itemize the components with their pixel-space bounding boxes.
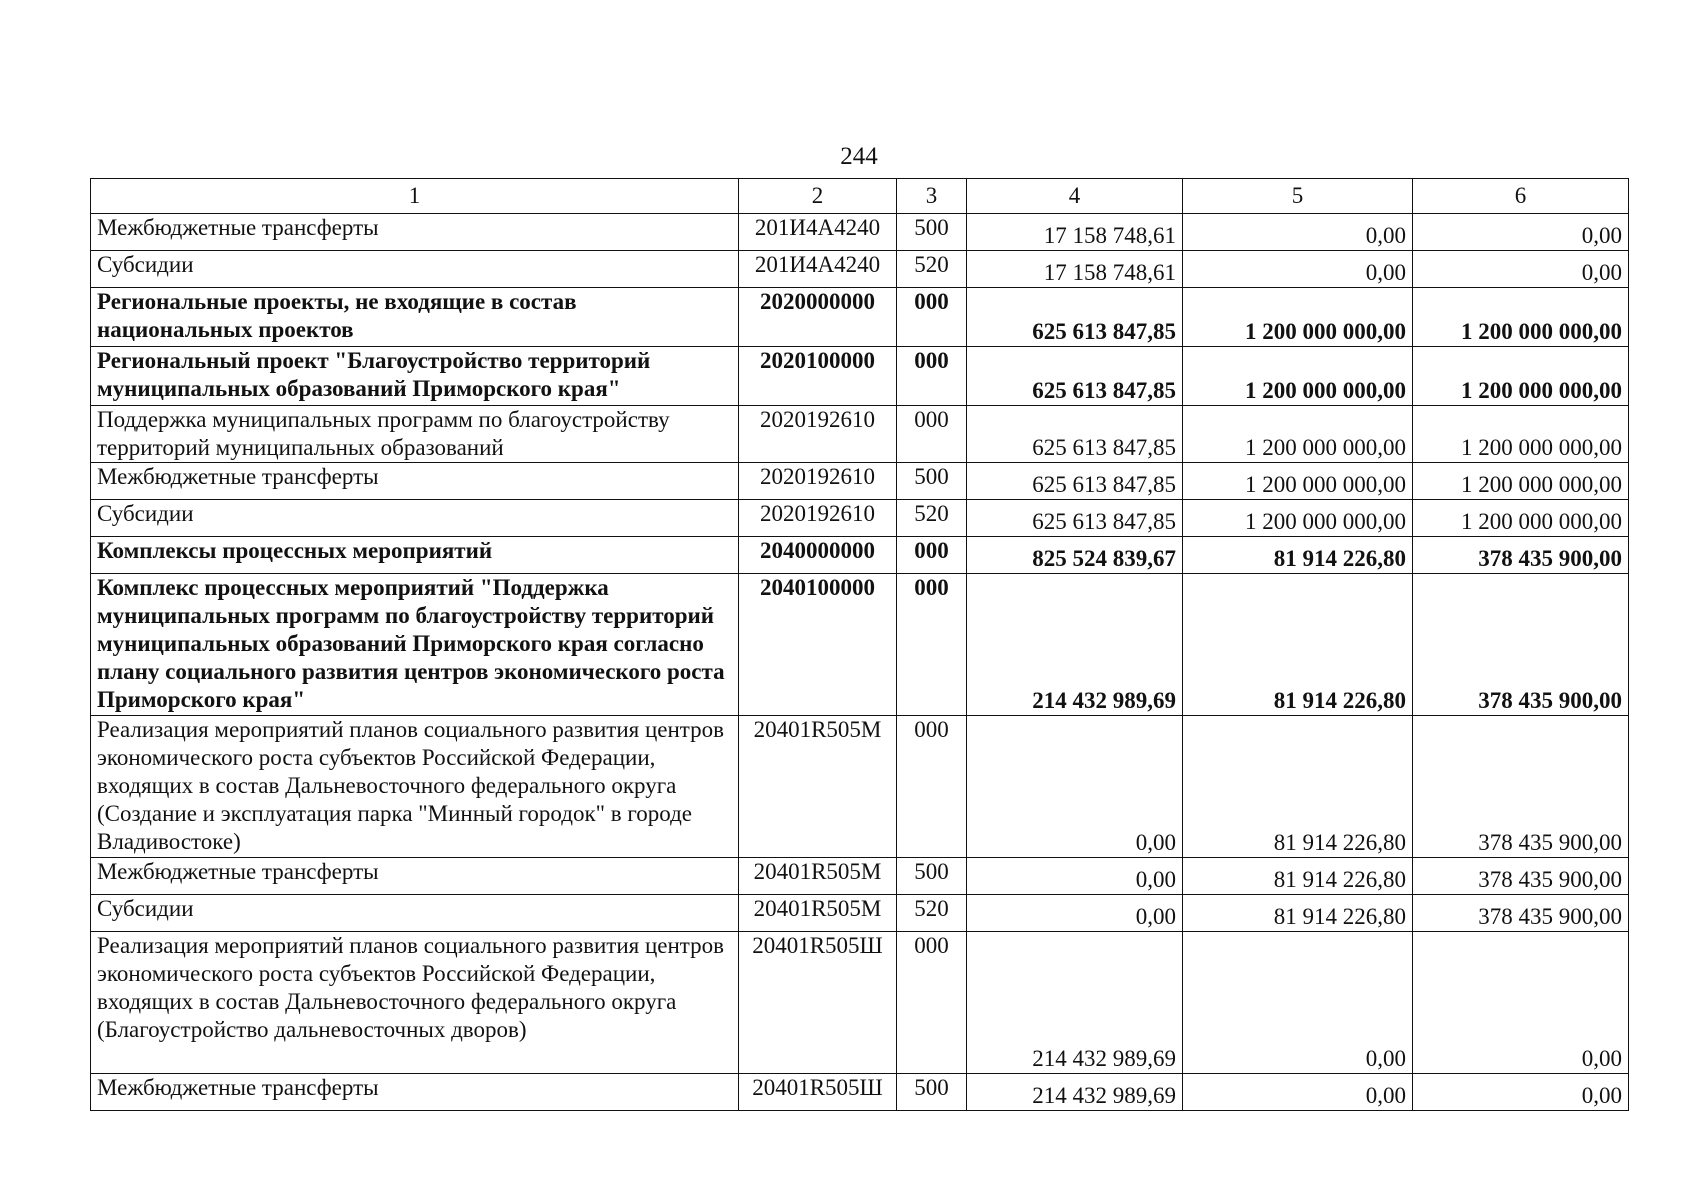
row-value-col4: 17 158 748,61 [967,251,1183,288]
row-value-col5: 1 200 000 000,00 [1183,288,1413,347]
row-name-cell: Межбюджетные трансферты [91,858,739,895]
row-name-cell: Реализация мероприятий планов социального развития центров экономического роста субъектов Российской Федерации, входящих в состав Дальневосточного федерального округа (Благоустройство дальневосточных дворов) [91,932,739,1074]
row-kind-cell: 500 [897,858,967,895]
row-value-col5: 1 200 000 000,00 [1183,463,1413,500]
row-value-col6: 378 435 900,00 [1413,537,1629,574]
row-code-cell: 201И4А4240 [739,251,897,288]
row-code-cell: 2020192610 [739,406,897,463]
row-value-col5: 0,00 [1183,214,1413,251]
row-name-cell: Межбюджетные трансферты [91,463,739,500]
row-value-col6: 0,00 [1413,1074,1629,1111]
row-value-col6: 1 200 000 000,00 [1413,463,1629,500]
table-row [91,932,1629,1074]
row-code-cell: 20401R505М [739,858,897,895]
row-value-col5: 81 914 226,80 [1183,537,1413,574]
row-value-col4: 625 613 847,85 [967,406,1183,463]
row-code-cell: 2020192610 [739,500,897,537]
row-value-col4: 825 524 839,67 [967,537,1183,574]
row-value-col5: 1 200 000 000,00 [1183,347,1413,406]
row-value-col6: 1 200 000 000,00 [1413,347,1629,406]
table-row [91,251,1629,288]
row-value-col4: 214 432 989,69 [967,1074,1183,1111]
budget-table [90,178,1629,1111]
row-value-col5: 81 914 226,80 [1183,858,1413,895]
row-value-col4: 17 158 748,61 [967,214,1183,251]
table-row [91,537,1629,574]
table-row [91,288,1629,347]
row-kind-cell: 000 [897,406,967,463]
row-kind-cell: 000 [897,347,967,406]
column-header: 3 [897,179,967,214]
row-value-col6: 378 435 900,00 [1413,895,1629,932]
column-header: 1 [91,179,739,214]
row-value-col4: 0,00 [967,716,1183,858]
row-code-cell: 2020100000 [739,347,897,406]
table-row [91,716,1629,858]
row-code-cell: 20401R505Ш [739,932,897,1074]
table-row [91,463,1629,500]
row-value-col6: 1 200 000 000,00 [1413,406,1629,463]
row-name-cell: Комплексы процессных мероприятий [91,537,739,574]
column-header: 2 [739,179,897,214]
row-value-col5: 0,00 [1183,1074,1413,1111]
row-value-col6: 378 435 900,00 [1413,574,1629,716]
row-kind-cell: 500 [897,214,967,251]
row-name-cell: Реализация мероприятий планов социального развития центров экономического роста субъектов Российской Федерации, входящих в состав Дальневосточного федерального округа (Создание и эксплуатация парка "Минный городок" в городе Владивостоке) [91,716,739,858]
row-name-cell: Межбюджетные трансферты [91,1074,739,1111]
row-name-cell: Поддержка муниципальных программ по благоустройству территорий муниципальных образований [91,406,739,463]
table-row [91,214,1629,251]
row-kind-cell: 000 [897,574,967,716]
table-row [91,347,1629,406]
row-name-cell: Комплекс процессных мероприятий "Поддержка муниципальных программ по благоустройству территорий муниципальных образований Приморского края согласно плану социального развития центров экономического роста Приморского края" [91,574,739,716]
page-number: 244 [840,143,878,170]
table-row [91,574,1629,716]
row-name-cell: Субсидии [91,895,739,932]
table-row [91,406,1629,463]
row-name-cell: Региональный проект "Благоустройство территорий муниципальных образований Приморского края" [91,347,739,406]
table-row [91,895,1629,932]
row-value-col5: 81 914 226,80 [1183,716,1413,858]
row-code-cell: 2040000000 [739,537,897,574]
row-value-col6: 1 200 000 000,00 [1413,288,1629,347]
row-value-col4: 214 432 989,69 [967,932,1183,1074]
row-kind-cell: 000 [897,932,967,1074]
row-value-col6: 378 435 900,00 [1413,716,1629,858]
row-value-col5: 81 914 226,80 [1183,574,1413,716]
row-value-col6: 0,00 [1413,214,1629,251]
row-kind-cell: 000 [897,537,967,574]
row-value-col4: 625 613 847,85 [967,500,1183,537]
row-value-col6: 0,00 [1413,251,1629,288]
row-code-cell: 2040100000 [739,574,897,716]
table-header-row [91,179,1629,214]
row-value-col6: 0,00 [1413,932,1629,1074]
row-code-cell: 20401R505Ш [739,1074,897,1111]
row-name-cell: Региональные проекты, не входящие в состав национальных проектов [91,288,739,347]
row-kind-cell: 520 [897,895,967,932]
row-kind-cell: 520 [897,500,967,537]
row-value-col5: 81 914 226,80 [1183,895,1413,932]
row-code-cell: 20401R505М [739,716,897,858]
row-value-col4: 625 613 847,85 [967,288,1183,347]
row-value-col5: 1 200 000 000,00 [1183,406,1413,463]
table-row [91,858,1629,895]
row-value-col4: 214 432 989,69 [967,574,1183,716]
row-kind-cell: 000 [897,288,967,347]
row-name-cell: Субсидии [91,251,739,288]
row-value-col5: 1 200 000 000,00 [1183,500,1413,537]
row-kind-cell: 500 [897,463,967,500]
column-header: 6 [1413,179,1629,214]
table-row [91,500,1629,537]
row-code-cell: 2020192610 [739,463,897,500]
column-header: 4 [967,179,1183,214]
row-value-col6: 378 435 900,00 [1413,858,1629,895]
row-value-col4: 0,00 [967,895,1183,932]
row-name-cell: Межбюджетные трансферты [91,214,739,251]
row-value-col4: 0,00 [967,858,1183,895]
table-body [91,179,1629,1111]
row-value-col4: 625 613 847,85 [967,463,1183,500]
column-header: 5 [1183,179,1413,214]
table-row [91,1074,1629,1111]
row-code-cell: 2020000000 [739,288,897,347]
row-value-col6: 1 200 000 000,00 [1413,500,1629,537]
row-value-col4: 625 613 847,85 [967,347,1183,406]
row-code-cell: 201И4А4240 [739,214,897,251]
row-kind-cell: 500 [897,1074,967,1111]
row-value-col5: 0,00 [1183,251,1413,288]
row-kind-cell: 000 [897,716,967,858]
row-value-col5: 0,00 [1183,932,1413,1074]
row-name-cell: Субсидии [91,500,739,537]
row-code-cell: 20401R505М [739,895,897,932]
row-kind-cell: 520 [897,251,967,288]
